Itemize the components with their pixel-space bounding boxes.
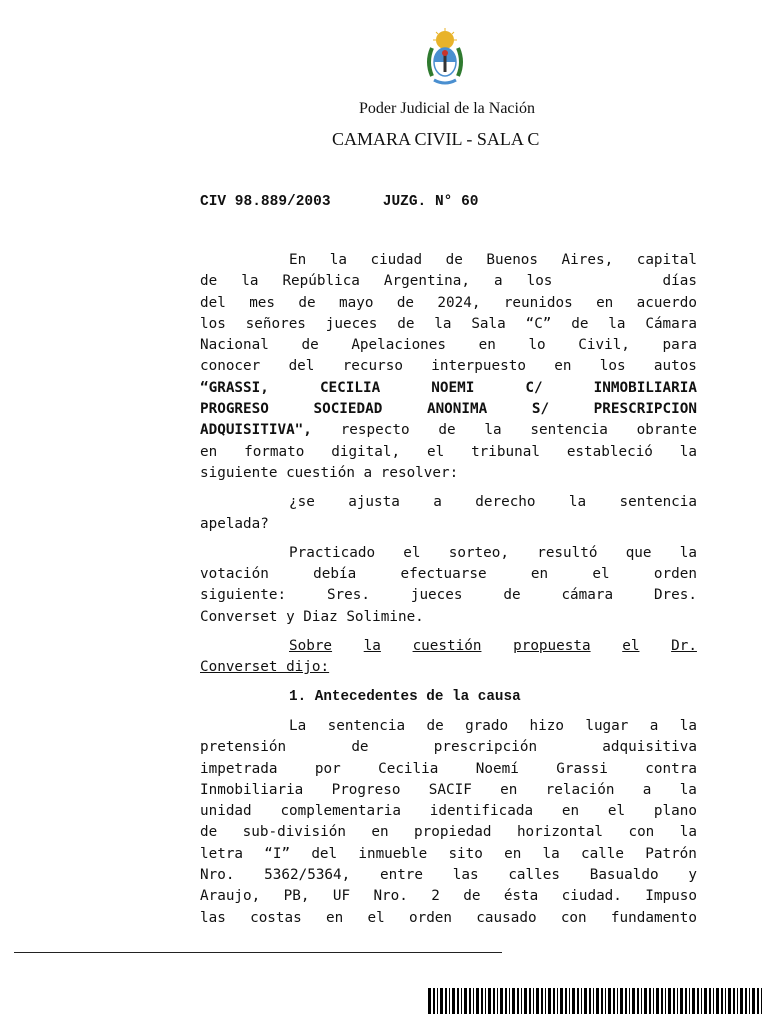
- word: propuesta: [513, 638, 591, 655]
- barcode-bar: [728, 988, 731, 1014]
- word: sito: [448, 845, 483, 862]
- barcode-bar: [545, 988, 546, 1014]
- word: y: [688, 867, 697, 884]
- barcode-bar: [557, 988, 558, 1014]
- chamber-name: CAMARA CIVIL - SALA C: [332, 129, 540, 149]
- text-line: [200, 442, 697, 463]
- barcode-bar: [560, 988, 563, 1014]
- barcode-bar: [692, 988, 695, 1014]
- word: respecto: [340, 422, 410, 439]
- word: SACIF: [428, 781, 472, 798]
- word: Civil,: [578, 337, 630, 354]
- word: las: [200, 909, 226, 926]
- text-line: [200, 801, 697, 822]
- word: acuerdo: [636, 294, 697, 311]
- word: digital,: [331, 443, 401, 460]
- text-line: [200, 335, 697, 356]
- word: grado: [465, 717, 509, 734]
- text-line: [200, 463, 697, 484]
- barcode-bar: [716, 988, 719, 1014]
- coat-of-arms-seal: [424, 28, 466, 90]
- word: conocer: [200, 358, 261, 375]
- barcode-bar: [488, 988, 491, 1014]
- institution-name: Poder Judicial de la Nación: [359, 100, 535, 117]
- barcode-bar: [677, 988, 678, 1014]
- barcode-bar: [517, 988, 519, 1014]
- barcode-bar: [737, 988, 738, 1014]
- barcode-bar: [701, 988, 702, 1014]
- word: Noemí: [475, 760, 519, 777]
- barcode-bar: [505, 988, 507, 1014]
- barcode-bar: [637, 988, 639, 1014]
- word: Practicado: [289, 544, 376, 561]
- text-line: [200, 908, 697, 929]
- word: de: [571, 315, 589, 332]
- barcode-icon: [428, 988, 764, 1014]
- text-line: [200, 420, 697, 441]
- word: INMOBILIARIA: [593, 379, 697, 396]
- barcode-bar: [457, 988, 459, 1014]
- word: del: [200, 294, 226, 311]
- word: a: [642, 781, 652, 798]
- barcode-bar: [668, 988, 671, 1014]
- barcode-bar: [541, 988, 543, 1014]
- barcode-bar: [572, 988, 575, 1014]
- word: lo: [528, 337, 546, 354]
- word: la: [568, 494, 587, 511]
- word: horizontal: [516, 824, 604, 841]
- word: a: [433, 494, 442, 511]
- word: inmueble: [358, 845, 428, 862]
- word: obrante: [636, 422, 697, 439]
- word: de: [438, 422, 456, 439]
- section-heading: 1. Antecedentes de la causa: [289, 688, 521, 705]
- barcode-bar: [713, 988, 714, 1014]
- barcode-bar: [512, 988, 515, 1014]
- barcode-bar: [485, 988, 486, 1014]
- word: sentencia: [530, 422, 608, 439]
- word: la: [679, 824, 697, 841]
- word: Impuso: [645, 888, 697, 905]
- word: la: [484, 422, 502, 439]
- word: de: [351, 739, 369, 756]
- case-number: CIV 98.889/2003: [200, 194, 331, 210]
- barcode-bar: [605, 988, 606, 1014]
- word: Argentina,: [383, 273, 470, 290]
- word: tribunal: [471, 443, 540, 460]
- word: en: [596, 294, 614, 311]
- word: en: [200, 443, 218, 460]
- word: días: [576, 273, 697, 290]
- barcode-bar: [632, 988, 635, 1014]
- word: sentencia: [619, 494, 697, 511]
- barcode-bar: [757, 988, 759, 1014]
- barcode-bar: [452, 988, 455, 1014]
- word: La: [289, 717, 307, 734]
- text-line: [200, 378, 697, 399]
- word: interpuesto: [431, 358, 526, 375]
- word: Sres.: [326, 587, 370, 604]
- word: en: [326, 909, 344, 926]
- word: de: [298, 294, 316, 311]
- word: Aires,: [561, 252, 614, 268]
- text-line: [200, 356, 697, 377]
- text-line: [200, 759, 697, 780]
- word: PB,: [283, 888, 310, 905]
- barcode-bar: [584, 988, 587, 1014]
- barcode-bar: [433, 988, 435, 1014]
- barcode-bar: [565, 988, 567, 1014]
- word: con: [628, 824, 655, 841]
- word: ajusta: [348, 494, 400, 511]
- barcode-bar: [641, 988, 642, 1014]
- word: PRESCRIPCION: [593, 401, 697, 418]
- word: ADQUISITIVA",: [200, 422, 312, 439]
- word: en: [371, 824, 389, 841]
- word: CECILIA: [319, 379, 381, 396]
- barcode-bar: [649, 988, 651, 1014]
- barcode-bar: [740, 988, 743, 1014]
- word: ésta: [503, 888, 539, 905]
- barcode-bar: [596, 988, 599, 1014]
- word: en: [500, 781, 518, 798]
- barcode-bar: [725, 988, 726, 1014]
- word: a: [493, 273, 503, 290]
- word: orden: [653, 566, 697, 583]
- word: apelada?: [200, 515, 269, 532]
- barcode-bar: [685, 988, 687, 1014]
- word: jueces: [410, 587, 463, 604]
- word: la: [608, 315, 626, 332]
- word: jueces: [325, 315, 378, 332]
- barcode-bar: [533, 988, 534, 1014]
- barcode-bar: [653, 988, 654, 1014]
- word: Dr.: [671, 638, 697, 655]
- barcode-bar: [673, 988, 675, 1014]
- word: la: [679, 544, 697, 561]
- document-body: [200, 250, 697, 929]
- court-number: JUZG. N° 60: [382, 194, 479, 210]
- word: sentencia: [327, 717, 406, 734]
- barcode-bar: [665, 988, 666, 1014]
- word: ¿se: [289, 494, 315, 511]
- barcode-bar: [445, 988, 447, 1014]
- word: Araujo,: [200, 888, 261, 905]
- word: del: [288, 358, 315, 375]
- barcode-bar: [689, 988, 690, 1014]
- barcode-bar: [509, 988, 510, 1014]
- text-line: [200, 585, 697, 606]
- barcode-bar: [745, 988, 747, 1014]
- barcode-bar: [437, 988, 438, 1014]
- word: cuestión: [412, 638, 482, 655]
- barcode-bar: [428, 988, 431, 1014]
- barcode-bar: [601, 988, 603, 1014]
- barcode-bar: [449, 988, 450, 1014]
- word: del: [311, 845, 338, 862]
- text-line: [200, 737, 697, 758]
- word: reunidos: [503, 294, 573, 311]
- text-line: [200, 607, 697, 628]
- word: SOCIEDAD: [313, 401, 383, 418]
- word: “GRASSI,: [200, 379, 269, 396]
- word: la: [329, 252, 347, 268]
- barcode-bar: [464, 988, 467, 1014]
- text-line: [200, 293, 697, 314]
- word: Sala: [471, 315, 506, 332]
- word: de: [503, 587, 521, 604]
- barcode-bar: [500, 988, 503, 1014]
- text-line: [200, 514, 697, 535]
- word: de: [301, 337, 319, 354]
- word: votación: [200, 566, 269, 583]
- word: Basualdo: [589, 867, 659, 884]
- word: ciudad: [370, 252, 423, 268]
- barcode-bar: [680, 988, 683, 1014]
- barcode-bar: [553, 988, 555, 1014]
- word: en: [530, 566, 549, 583]
- text-line: [200, 657, 697, 678]
- word: plano: [653, 803, 697, 820]
- text-line: [200, 314, 697, 335]
- word: Nacional: [200, 337, 269, 354]
- text-line: [200, 780, 697, 801]
- barcode-bar: [749, 988, 750, 1014]
- word: la: [542, 845, 560, 862]
- word: costas: [250, 909, 302, 926]
- word: causado: [476, 909, 537, 926]
- word: la: [679, 781, 697, 798]
- word: hizo: [529, 717, 564, 734]
- word: la: [679, 717, 697, 734]
- barcode-bar: [733, 988, 735, 1014]
- word: de: [396, 294, 415, 311]
- word: sorteo,: [448, 544, 509, 561]
- word: contra: [645, 760, 697, 777]
- barcode-bar: [461, 988, 462, 1014]
- word: S/: [531, 401, 550, 418]
- text-line: [200, 886, 697, 907]
- word: el: [426, 443, 445, 460]
- word: de: [200, 824, 218, 841]
- barcode-bar: [644, 988, 647, 1014]
- word: con: [560, 909, 587, 926]
- word: NOEMI: [431, 379, 475, 396]
- barcode-bar: [481, 988, 483, 1014]
- word: los: [200, 315, 226, 332]
- word: Patrón: [645, 845, 697, 862]
- word: de: [445, 252, 463, 268]
- barcode-bar: [521, 988, 522, 1014]
- barcode-bar: [752, 988, 755, 1014]
- word: propiedad: [414, 824, 492, 841]
- barcode-bar: [536, 988, 539, 1014]
- word: Nro.: [200, 867, 235, 884]
- barcode-bar: [629, 988, 630, 1014]
- word: Nro.: [373, 888, 408, 905]
- word: impetrada: [200, 760, 278, 777]
- word: debía: [313, 566, 357, 583]
- word: relación: [545, 781, 615, 798]
- word: complementaria: [280, 803, 401, 820]
- word: derecho: [475, 494, 536, 511]
- word: el: [403, 544, 421, 561]
- word: siguiente:: [200, 587, 287, 604]
- word: cámara: [561, 587, 614, 604]
- word: de: [426, 717, 444, 734]
- word: mes: [249, 294, 276, 311]
- barcode-bar: [476, 988, 479, 1014]
- word: de: [200, 273, 218, 290]
- barcode-bar: [656, 988, 659, 1014]
- word: Apelaciones: [351, 337, 446, 354]
- barcode-bar: [548, 988, 551, 1014]
- text-line: [200, 865, 697, 886]
- word: siguiente cuestión a resolver:: [200, 464, 459, 481]
- word: Cámara: [645, 315, 697, 332]
- barcode-bar: [697, 988, 699, 1014]
- word: en: [554, 358, 572, 375]
- barcode-bar: [529, 988, 531, 1014]
- word: las: [452, 867, 479, 884]
- barcode-bar: [761, 988, 762, 1014]
- word: prescripción: [433, 739, 538, 756]
- word: Converset y Diaz Solimine.: [200, 608, 424, 625]
- word: Dres.: [653, 587, 697, 604]
- word: los: [526, 273, 553, 290]
- word: la: [241, 273, 259, 290]
- barcode-bar: [620, 988, 623, 1014]
- word: identificada: [429, 803, 534, 820]
- word: “I”: [264, 845, 291, 862]
- word: que: [625, 544, 652, 561]
- word: en: [504, 845, 522, 862]
- word: fundamento: [610, 909, 697, 926]
- barcode-bar: [625, 988, 627, 1014]
- barcode-bar: [493, 988, 495, 1014]
- barcode-bar: [473, 988, 474, 1014]
- barcode-bar: [589, 988, 591, 1014]
- word: capital: [636, 252, 697, 268]
- word: UF: [332, 888, 351, 905]
- word: Buenos: [486, 252, 539, 268]
- word: sub-división: [242, 824, 346, 841]
- word: el: [607, 803, 626, 820]
- word: Grassi: [556, 760, 608, 777]
- word: el: [622, 638, 640, 655]
- word: en: [561, 803, 580, 820]
- word: ciudad.: [561, 888, 622, 905]
- barcode-bar: [440, 988, 443, 1014]
- word: formato: [244, 443, 305, 460]
- word: En: [289, 252, 307, 268]
- barcode-bar: [661, 988, 663, 1014]
- word: el: [592, 566, 610, 583]
- word: Converset dijo:: [200, 659, 330, 676]
- word: Progreso: [331, 781, 401, 798]
- text-line: [200, 399, 697, 420]
- text-line: [200, 636, 697, 657]
- word: 2: [431, 888, 440, 905]
- word: para: [662, 337, 697, 354]
- text-line: [200, 822, 697, 843]
- word: Inmobiliaria: [200, 781, 304, 798]
- barcode-bar: [608, 988, 611, 1014]
- word: C/: [525, 379, 543, 396]
- barcode-bar: [581, 988, 582, 1014]
- word: letra: [200, 845, 244, 862]
- barcode-bar: [613, 988, 615, 1014]
- text-line: [200, 844, 697, 865]
- case-line: [200, 194, 478, 210]
- word: calle: [580, 845, 625, 862]
- barcode-bar: [497, 988, 498, 1014]
- word: recurso: [342, 358, 403, 375]
- word: de: [463, 888, 481, 905]
- word: calles: [508, 867, 560, 884]
- barcode-bar: [593, 988, 594, 1014]
- word: el: [367, 909, 385, 926]
- text-line: [200, 716, 697, 737]
- barcode-bar: [704, 988, 707, 1014]
- word: 5362/5364,: [264, 867, 351, 884]
- word: señores: [245, 315, 306, 332]
- word: mayo: [339, 294, 374, 311]
- word: a: [649, 717, 659, 734]
- word: adquisitiva: [602, 739, 697, 756]
- word: PROGRESO: [200, 401, 269, 418]
- word: la: [679, 443, 697, 460]
- word: estableció: [566, 443, 653, 460]
- word: Cecilia: [378, 760, 439, 777]
- word: orden: [408, 909, 453, 926]
- footer-rule: [14, 952, 502, 953]
- text-line: [200, 492, 697, 513]
- barcode-bar: [617, 988, 618, 1014]
- barcode-bar: [709, 988, 711, 1014]
- word: efectuarse: [400, 566, 487, 583]
- word: autos: [653, 358, 697, 375]
- word: ANONIMA: [426, 401, 488, 418]
- word: lugar: [585, 717, 629, 734]
- text-line: [200, 250, 697, 271]
- word: unidad: [200, 803, 252, 820]
- barcode-bar: [469, 988, 471, 1014]
- word: los: [599, 358, 626, 375]
- barcode-bar: [577, 988, 579, 1014]
- text-line: [200, 543, 697, 564]
- word: 2024,: [437, 294, 481, 311]
- word: la: [434, 315, 452, 332]
- text-line: [200, 564, 697, 585]
- word: Sobre: [289, 638, 333, 655]
- word: pretensión: [200, 739, 287, 756]
- text-line: [200, 271, 697, 292]
- word: “C”: [525, 315, 552, 332]
- word: resultó: [537, 544, 598, 561]
- barcode-bar: [721, 988, 723, 1014]
- word: por: [314, 760, 341, 777]
- barcode-bar: [569, 988, 570, 1014]
- word: entre: [379, 867, 424, 884]
- barcode-bar: [524, 988, 527, 1014]
- word: República: [282, 273, 360, 290]
- word: en: [478, 337, 496, 354]
- word: de: [397, 315, 415, 332]
- word: la: [363, 638, 381, 655]
